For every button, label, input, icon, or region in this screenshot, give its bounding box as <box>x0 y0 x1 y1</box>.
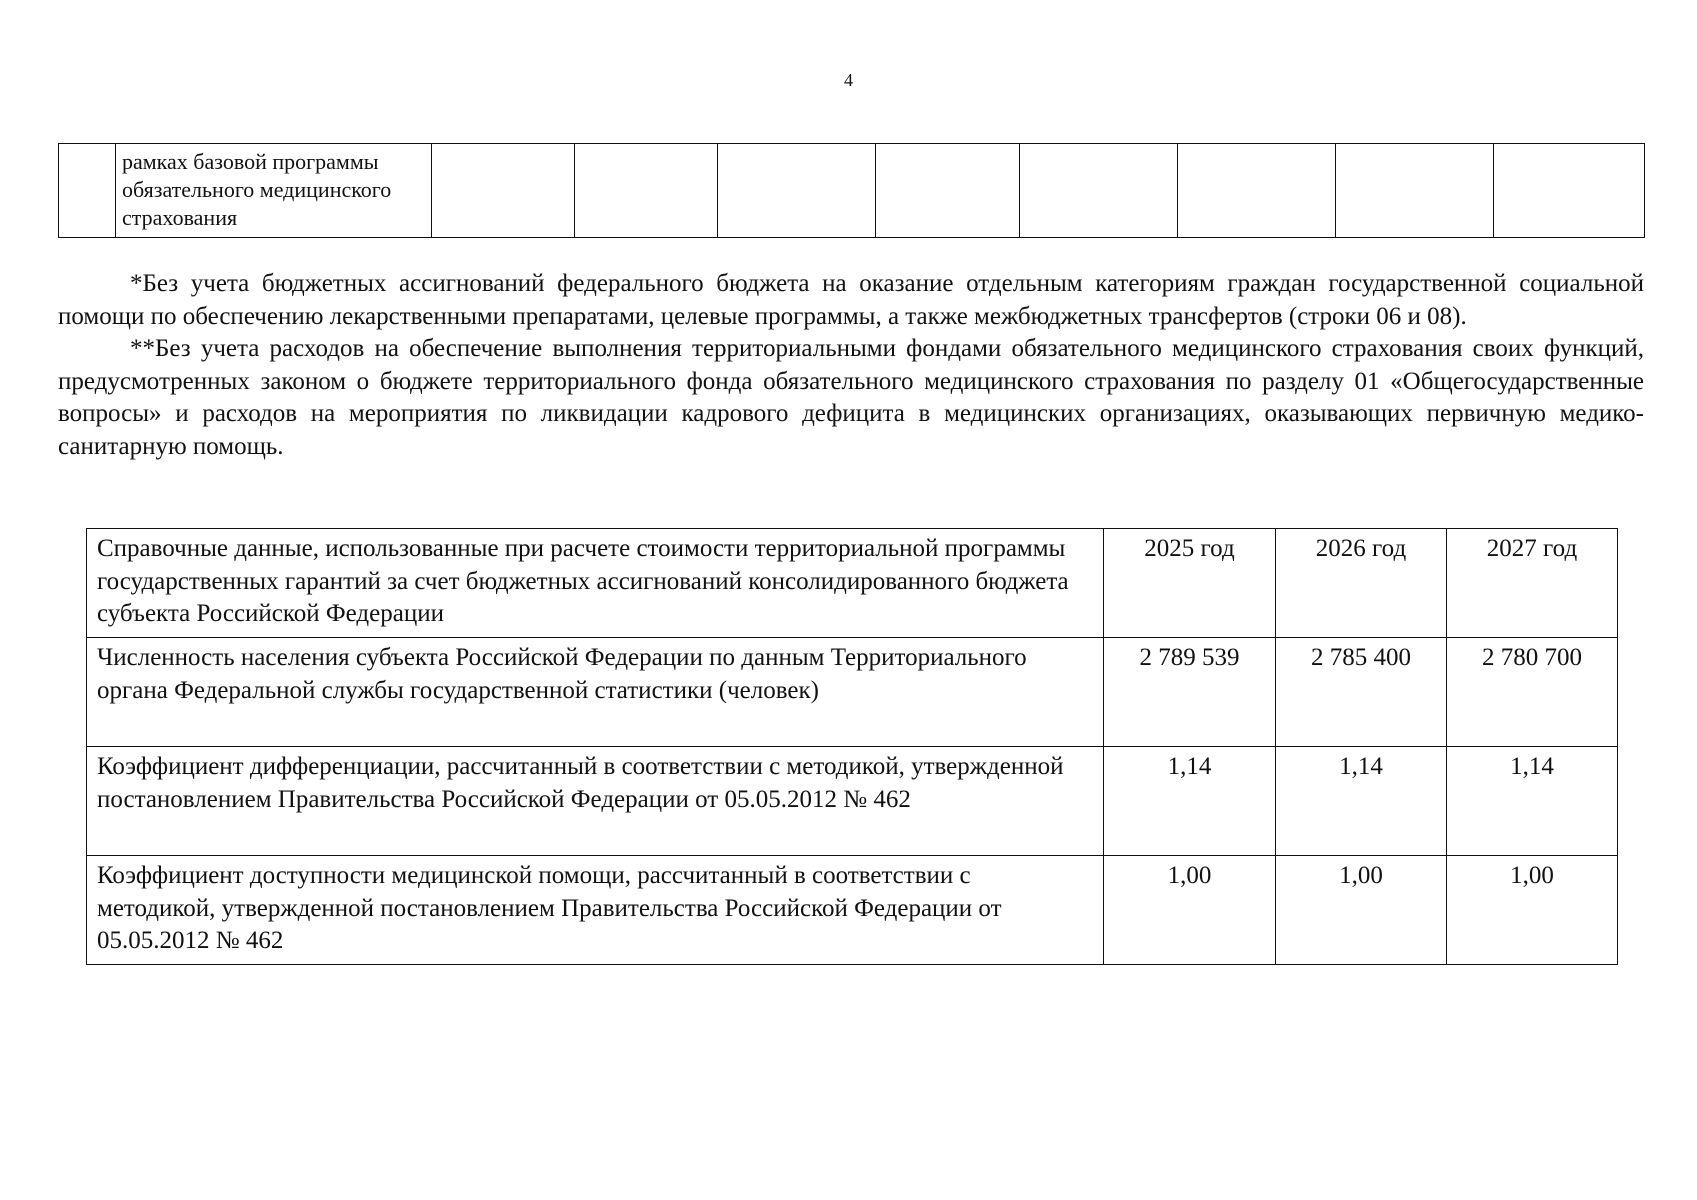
empty-cell <box>1336 144 1494 238</box>
footnotes <box>58 268 1644 463</box>
reference-header-row <box>87 529 1618 638</box>
empty-cell <box>718 144 876 238</box>
row-value-cell: 2 780 700 <box>1447 638 1618 747</box>
footnote-budget: *Без учета бюджетных ассигнований федерального бюджета на оказание отдельным категориям граждан государственной социальной помощи по обеспечению лекарственными препаратами, целевые программы, а также межбюджетных трансфертов (строки 06 и 08). <box>58 270 1644 330</box>
empty-cell <box>876 144 1020 238</box>
row-value-cell: 1,00 <box>1276 856 1447 965</box>
empty-cell <box>1178 144 1336 238</box>
row-description-cell: Коэффициент доступности медицинской помощи, рассчитанный в соответствии с методикой, утвержденной постановлением Правительства Российской Федерации от 05.05.2012 № 462 <box>87 856 1104 965</box>
row-value-cell: 2 785 400 <box>1276 638 1447 747</box>
header-year-cell: 2025 год <box>1104 529 1276 638</box>
empty-cell <box>1020 144 1178 238</box>
continuation-table <box>58 143 1645 238</box>
footnote-expenses: **Без учета расходов на обеспечение выполнения территориальными фондами обязательного медицинского страхования своих функций, предусмотренных законом о бюджете территориального фонда обязательного медицинского страхования по разделу 01 «Общегосударственные вопросы» и расходов на мероприятия по ликвидации кадрового дефицита в медицинских организациях, оказывающих первичную медико-санитарную помощь. <box>58 335 1644 460</box>
row-label-cell <box>116 144 432 238</box>
reference-table <box>86 528 1618 965</box>
page-number: 4 <box>844 70 853 90</box>
row-value-cell: 2 789 539 <box>1104 638 1276 747</box>
row-label-line: страхования <box>122 205 238 230</box>
table-row <box>87 856 1618 965</box>
row-value-cell: 1,00 <box>1104 856 1276 965</box>
row-value-cell: 1,00 <box>1447 856 1618 965</box>
empty-cell <box>575 144 718 238</box>
table-row <box>87 638 1618 747</box>
continuation-row <box>59 144 1645 238</box>
header-year-cell: 2026 год <box>1276 529 1447 638</box>
row-label-line: обязательного медицинского <box>122 177 392 202</box>
row-description-cell: Численность населения субъекта Российской Федерации по данным Территориального органа Федеральной службы государственной статистики (человек) <box>87 638 1104 747</box>
header-year-cell: 2027 год <box>1447 529 1618 638</box>
header-description-cell: Справочные данные, использованные при расчете стоимости территориальной программы государственных гарантий за счет бюджетных ассигнований консолидированного бюджета субъекта Российской Федерации <box>87 529 1104 638</box>
row-value-cell: 1,14 <box>1447 747 1618 856</box>
empty-cell <box>1494 144 1645 238</box>
row-number-cell <box>59 144 116 238</box>
row-value-cell: 1,14 <box>1276 747 1447 856</box>
table-row <box>87 747 1618 856</box>
row-description-cell: Коэффициент дифференциации, рассчитанный в соответствии с методикой, утвержденной постановлением Правительства Российской Федерации от 05.05.2012 № 462 <box>87 747 1104 856</box>
row-value-cell: 1,14 <box>1104 747 1276 856</box>
row-label-line: рамках базовой программы <box>122 149 379 174</box>
empty-cell <box>432 144 575 238</box>
